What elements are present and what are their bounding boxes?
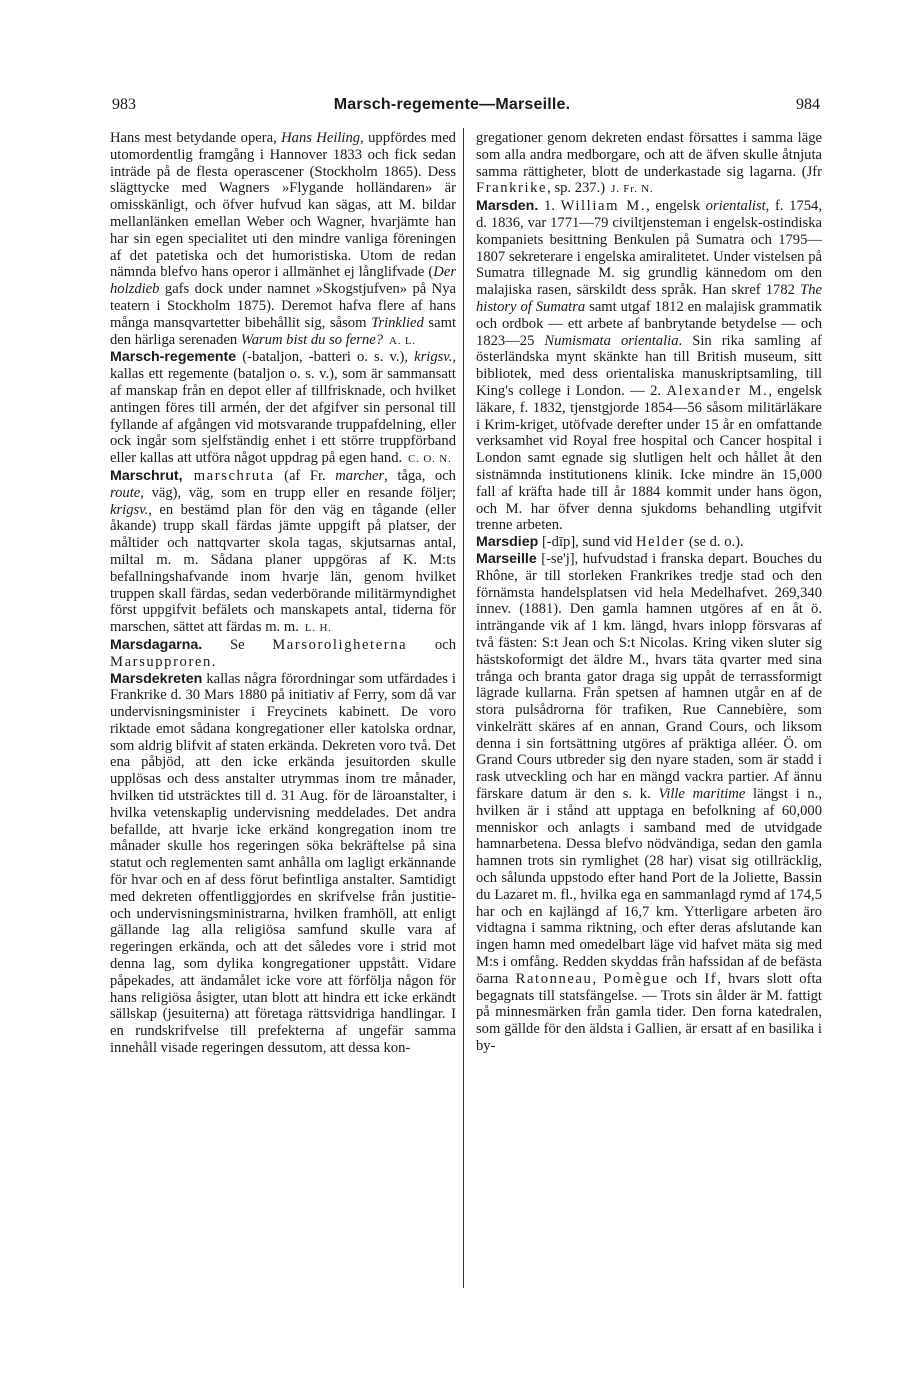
entry-text: , (592, 970, 604, 987)
spaced-term: marschruta (182, 467, 275, 484)
page-number-right: 984 (796, 96, 820, 113)
abbreviation: krigsv. (414, 349, 453, 366)
cross-reference: Frankrike (476, 180, 548, 197)
entry-headword: Marsden. (476, 198, 539, 215)
entry-text: , f. 1754, d. 1836, var 1771—79 civiltjensteman i engelsk-ostindiska kompaniets besittning Benkulen på Sumatra och 1795—1807 sekreterare i engelska amiralitetet. Under vistelsen på Sumatra tillegnade M. sig grundlig kännedom om den malajiska rasen, särskildt dess språk. Han skref 1782 (476, 198, 822, 299)
work-title: Trinklied (371, 314, 424, 331)
place-name: Ville maritime (658, 786, 746, 803)
entry-text: gafs dock under namnet »Skogstjufven» på Nya teatern i Stockholm 1875). Deremot hafva flere af hans många mansqvartetter bibehållit sig, såsom (110, 281, 456, 331)
entry-marseille (476, 551, 822, 1055)
entry-text: och (668, 970, 705, 987)
author-signature: L. H. (304, 622, 332, 635)
entry-marsdiep (476, 534, 822, 551)
foreign-word: route (110, 484, 141, 501)
entry-text: 1. (538, 198, 561, 215)
person-name: Alexander M. (666, 382, 769, 399)
entry-text: [-dīp], sund vid (538, 534, 636, 551)
entry-text: . Sin rika samling af österländska mynt skänkte han till British museum, sitt bibliotek, med dess orientaliska manuskriptsamling, till King's college i London. — 2. (476, 332, 823, 399)
entry-marsch-regemente (110, 349, 456, 468)
entry-text: , hvars slott ofta begagnats till statsfängelse. — Trots sin ålder är M. fattigt på minnesmärken från gamla tider. Den forna katedralen, som gällde för den äldsta i Gallien, är ersatt af en basilika i by- (476, 970, 822, 1055)
entry-continuation-marsdekreten (476, 130, 822, 198)
work-title: Numismata orientalia (544, 332, 679, 349)
abbreviation: krigsv. (110, 501, 149, 518)
entry-text: , tåga, och (384, 467, 456, 484)
entry-marsdekreten (110, 671, 456, 1057)
cross-reference: Helder (636, 534, 686, 551)
entry-headword: Marsdiep (476, 534, 539, 551)
entry-text: Se (202, 636, 273, 653)
place-name: Ratonneau (515, 970, 593, 987)
entry-marschrut (110, 468, 456, 637)
entry-continuation-hans-heiling (110, 130, 456, 349)
entry-text: gregationer genom dekreten endast försattes i samma läge som alla andra medborgare, och att de äfven skulle åtnjuta samma rättigheter, blott de underkastade sig lagarna. (Jfr (476, 130, 822, 180)
entry-text: , uppfördes med utomordentlig framgång i Hannover 1833 och fick sedan inträde på de flesta operascener (Stockholm 1865). Dess slägttycke med Wagners »Flygande holländaren» är omisskänligt, och öfver hufvud kan sägas, att M. bildar mellanlänken emellan Weber och Wagner, hvarjämte han har sin egen specialitet uti den mindre vanliga föreningen af det patetiska och det humoristiska. Utom de redan nämnda blefvo hans operor i allmänhet ej långlifvade ( (110, 130, 456, 281)
entry-headword: Marsdekreten (110, 670, 203, 687)
entry-headword: Marsdagarna. (110, 636, 203, 653)
entry-text: . (211, 653, 216, 670)
author-signature: J. Fr. N. (611, 183, 654, 196)
entry-marsden (476, 198, 822, 534)
column-divider (463, 128, 464, 1288)
work-title: The history of Sumatra (476, 282, 822, 315)
work-title: Warum bist du so ferne? (240, 331, 384, 348)
entry-headword: Marseille (476, 550, 537, 567)
work-title: Der holzdieb (110, 264, 456, 298)
entry-text: samt den härliga serenaden (110, 314, 456, 348)
entry-text: , väg), väg, som en trupp eller en resande följer; (140, 484, 456, 501)
entry-text: Hans mest betydande opera, (110, 130, 282, 146)
cross-reference: Marsoroligheterna (272, 636, 408, 653)
entry-text: (af Fr. (274, 467, 336, 484)
page-number-left: 983 (112, 96, 136, 113)
cross-reference: Marsupproren (110, 653, 212, 670)
entry-text: , en bestämd plan för den väg en tågande (eller åkande) trupp skall färdas jämte uppgift på platser, der måltider och nattqvarter skola tagas, skjutsarnas antal, miltal m. m. Sådana planer uppgöras af K. M:ts befallningshafvande inom hvarje län, genom hvilket truppen skall färdas, sedan vederbörande militärmyndighet först uppgifvit befälets och manskapets antal, tiderna för marschen, sättet att färdas m. m. (110, 501, 456, 636)
entry-text: kallas några förordningar som utfärdades i Frankrike d. 30 Mars 1880 på initiativ af Ferry, som då var undervisningsminister i Freycinets kabinett. De voro riktade emot sådana kongregationer eller katolska ordnar, som aldrig blifvit af staten erkända. Dekreten voro två. Det ena påbjöd, att den icke erkända jesuitorden skulle upplösas och dess anstalter utrymmas inom tre månader, hvilken tid utsträcktes till d. 31 Aug. för de läroanstalter, i hvilka vetenskaplig undervisning meddelades. Det andra befallde, att hvarje icke erkänd kongregation inom tre månader skulle hos regeringen söka bekräftelse på sina statut och reglementen samt anhålla om lagligt erkännande för hvar och en af dess förut befintliga anstalter. Samtidigt med dekreten offentliggjordes en skrifvelse från justitie- och undervisningsministrarna, hvilken framhöll, att enligt gällande lag alla religiösa samfund skulle vara af regeringen erkända, och att det således vore i strid mot denna lag, som dylika kongregationer uppstått. Vidare påpekades, att ändamålet icke vore att förfölja någon för hans religiösa åsigter, utan blott att hindra ett icke erkändt sällskap (jesuiterna) att företaga rättsvidriga handlingar. I en rundskrifvelse till prefekterna af ungefär samma innehåll visade regeringen dessutom, att dessa kon- (110, 670, 456, 1057)
entry-marsdagarna (110, 637, 456, 671)
work-title: Hans Heiling (281, 130, 361, 146)
foreign-word: marcher (335, 467, 385, 484)
entry-text: , engelsk läkare, f. 1832, tjenstgjorde 1854—56 såsom militärläkare i Krim-kriget, utöfvade derefter under 15 år en omfattande verksamhet vid Royal free hospital och Cancer hospital i London samt egnade sig slutligen helt och hållet åt den sistnämnda institutionens klinik. Icke mindre än 15,000 fall af kräfta hade till år 1884 kommit under hans ögon, och M. har öfver denna sjukdoms behandling utgifvit trenne arbeten. (476, 382, 822, 534)
entry-text: , sp. 237.) (547, 180, 606, 197)
entry-text: , kallas ett regemente (bataljon o. s. v.), som är sammansatt af manskap från en depot eller af tillfrisknade, och hvilket antingen föres till armén, der det afgifver sin personal till fyllande af afgången vid motsvarande truppafdelning, eller ock ingår som sjelfständig enhet i ett större truppförband eller kallas att utföra något uppdrag på egen hand. (110, 349, 456, 467)
entry-text: samt utgaf 1812 en malajisk grammatik och ordbok — ett arbete af banbrytande betydelse — och 1823—25 (476, 298, 822, 349)
entry-headword: Marschrut, (110, 467, 183, 484)
right-column (476, 130, 822, 1055)
entry-text: , engelsk (646, 198, 706, 215)
author-signature: A. L. (389, 334, 416, 347)
entry-text: (se d. o.). (685, 534, 744, 551)
entry-text: och (407, 636, 456, 653)
entry-text: (-bataljon, -batteri o. s. v.), (236, 349, 415, 366)
profession: orientalist (705, 198, 766, 215)
place-name: Pomègue (603, 970, 669, 987)
author-signature: C. O. N. (408, 453, 452, 466)
place-name: If (704, 970, 718, 987)
entry-text: längst i n., hvilken är i stånd att upptaga en befolkning af 60,000 menniskor och anlagts i samband med de utvidgade hamnarbetena. Dessa blefvo nödvändiga, sedan den gamla hamnen trots sin rymlighet (28 har) visat sig otillräcklig, och sålunda uppstodo efter hand Port de la Joliette, Bassin du Lazaret m. fl., hvilka ega en sammanlagd rymd af 174,5 har och en kajlängd af 16,7 km. Ytterligare arbeten äro vidtagna i samma riktning, och efter deras afslutande kan ingen hamn med omedelbart läge vid hafvet mäta sig med M:s i omfång. Redden skyddas från hafssidan af de befästa öarna (476, 786, 822, 987)
entry-text: [-se'j], hufvudstad i franska depart. Bouches du Rhône, är till storleken Frankrikes tredje stad och den förnämsta handelsplatsen vid hela Medelhafvet. 269,340 innev. (1881). Den gamla hamnen utgöres af en åt ö. inträngande vik af 1 km. längd, hvars inlopp försvaras af två fästen: S:t Jean och S:t Nicolas. Kring viken sluter sig hästskoformigt det äldre M., hvars täta qvarter med sina trånga och branta gator draga sig uppåt de terrassformigt lägrade kullarna. Från spetsen af hamnen utgår en af de stora pulsådrorna för trafiken, Rue Cannebière, som vinkelrätt skäres af en annan, Grand Cours, och liksom denna i sin fortsättning utgöres af präktiga alléer. Ö. om Grand Cours utbreder sig den nyare staden, som är stadd i rask utveckling och har en mängd vackra partier. Af ännu färskare datum är den s. k. (476, 550, 822, 803)
left-column (110, 130, 456, 1057)
entry-headword: Marsch-regemente (110, 349, 237, 366)
person-name: William M. (560, 198, 647, 215)
running-title: Marsch-regemente—Marseille. (333, 96, 571, 113)
